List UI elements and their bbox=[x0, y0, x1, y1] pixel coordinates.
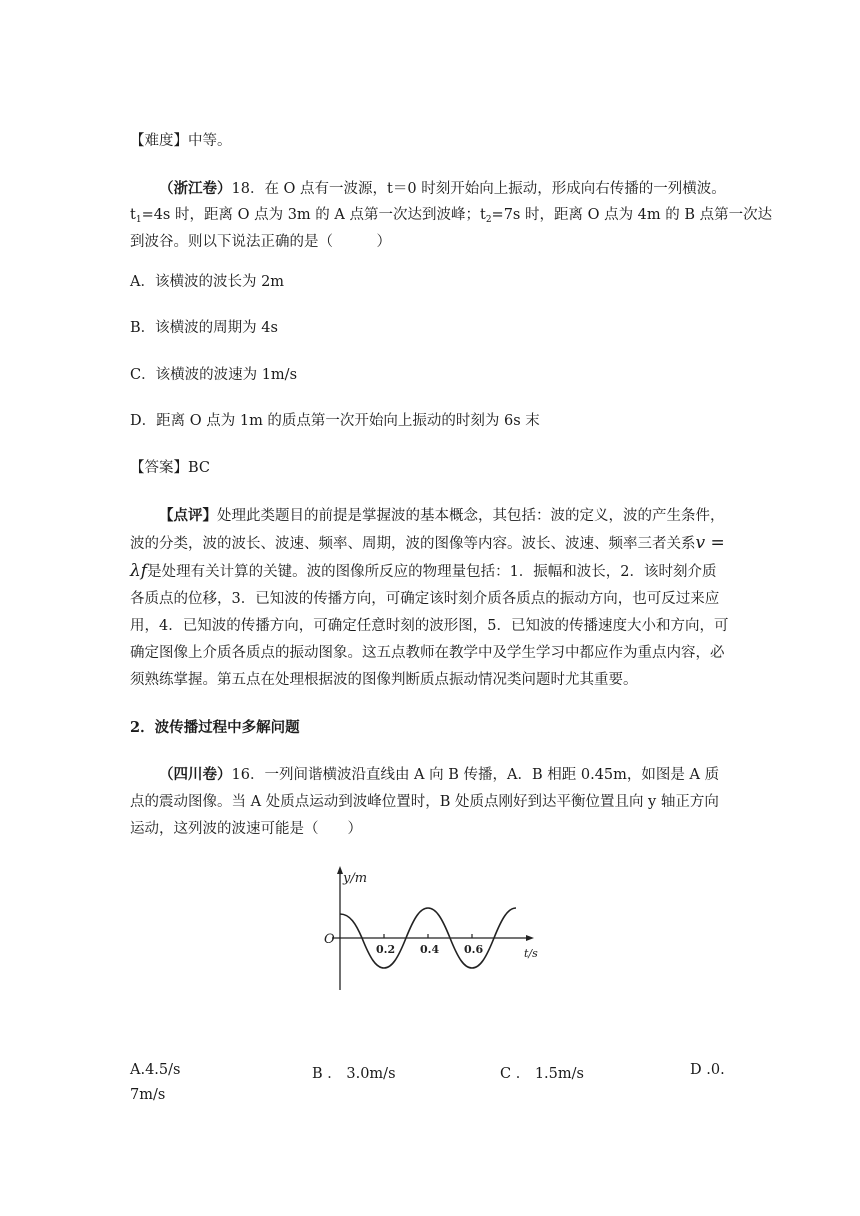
q16-option-d-wrap: 7m/s bbox=[130, 1087, 166, 1103]
q18-line2-part: =4s 时，距离 O 点为 3m 的 A 点第一次达到波峰；t bbox=[141, 207, 486, 223]
vibration-graph bbox=[318, 862, 548, 1001]
q18-line1-text: 18．在 O 点有一波源，t＝0 时刻开始向上振动，形成向右传播的一列横波。 bbox=[231, 181, 726, 197]
q18-option-a: A．该横波的波长为 2m bbox=[130, 274, 285, 290]
q18-option-c: C．该横波的波速为 1m/s bbox=[130, 367, 298, 383]
difficulty-line: 【难度】中等。 bbox=[130, 133, 232, 149]
y-axis-label: y/m bbox=[343, 871, 368, 886]
q18-source: （浙江卷） bbox=[159, 180, 232, 197]
q16-option-a: A.4.5/s bbox=[130, 1062, 181, 1078]
wave-formula: v = λf bbox=[130, 533, 725, 581]
tick-label-0.4: 0.4 bbox=[420, 943, 440, 956]
comment-paragraph bbox=[130, 502, 730, 694]
q16-source: （四川卷） bbox=[159, 766, 232, 783]
section-heading-text: 2．波传播过程中多解问题 bbox=[130, 719, 300, 736]
q16-option-b: B ． 3.0m/s bbox=[312, 1066, 396, 1082]
q18-sub-2: 2 bbox=[485, 215, 492, 225]
graph-svg bbox=[318, 862, 548, 997]
q16-option-d: D .0. bbox=[690, 1062, 725, 1078]
tick-label-0.6: 0.6 bbox=[464, 943, 484, 956]
q18-line-1 bbox=[130, 175, 730, 203]
q16-option-c: C ． 1.5m/s bbox=[500, 1066, 584, 1082]
comment-label: 【点评】 bbox=[159, 507, 217, 524]
comment-text-2: 是处理有关计算的关键。波的图像所反应的物理量包括：1．振幅和波长，2．该时刻介质各质点的位移，3．已知波的传播方向，可确定该时刻介质各质点的振动方向，也可反过来应用，4．已知波的传播方向，可确定任意时刻的波形图，5．已知波的传播速度大小和方向，可确定图像上介质各质点的振动图象。这五点教师在教学中及学生学习中都应作为重点内容，必须熟练掌握。第五点在处理根据波的图像判断质点振动情况类问题时尤其重要。 bbox=[130, 564, 729, 688]
q18-t1: t bbox=[130, 207, 136, 223]
q18-answer: 【答案】BC bbox=[130, 460, 211, 476]
q18-line-3: 到波谷。则以下说法正确的是（ ） bbox=[130, 234, 391, 250]
q18-option-d: D．距离 O 点为 1m 的质点第一次开始向上振动的时刻为 6s 末 bbox=[130, 413, 540, 429]
comment-text-1: 处理此类题目的前提是掌握波的基本概念，其包括：波的定义，波的产生条件，波的分类，波的波长、波速、频率、周期，波的图像等内容。波长、波速、频率三者关系 bbox=[130, 508, 725, 552]
q18-option-b: B．该横波的周期为 4s bbox=[130, 320, 278, 336]
q18-sub-1: 1 bbox=[135, 215, 142, 225]
tick-label-0.2: 0.2 bbox=[376, 943, 396, 956]
origin-label: O bbox=[324, 932, 335, 947]
x-axis-arrow-icon bbox=[526, 935, 534, 941]
x-axis-label: t/s bbox=[524, 947, 538, 960]
section-heading bbox=[130, 714, 730, 741]
q16-text: 16．一列间谐横波沿直线由 A 向 B 传播，A．B 相距 0.45m，如图是 A 质点的震动图像。当 A 处质点运动到波峰位置时，B 处质点刚好到达平衡位置且向 y 轴正方向运动，这列波的波速可能是（ ） bbox=[130, 767, 720, 837]
q16-paragraph bbox=[130, 761, 730, 843]
q18-line2-end: =7s 时，距离 O 点为 4m 的 B 点第一次达 bbox=[491, 207, 773, 223]
q18-line-2 bbox=[130, 202, 773, 229]
